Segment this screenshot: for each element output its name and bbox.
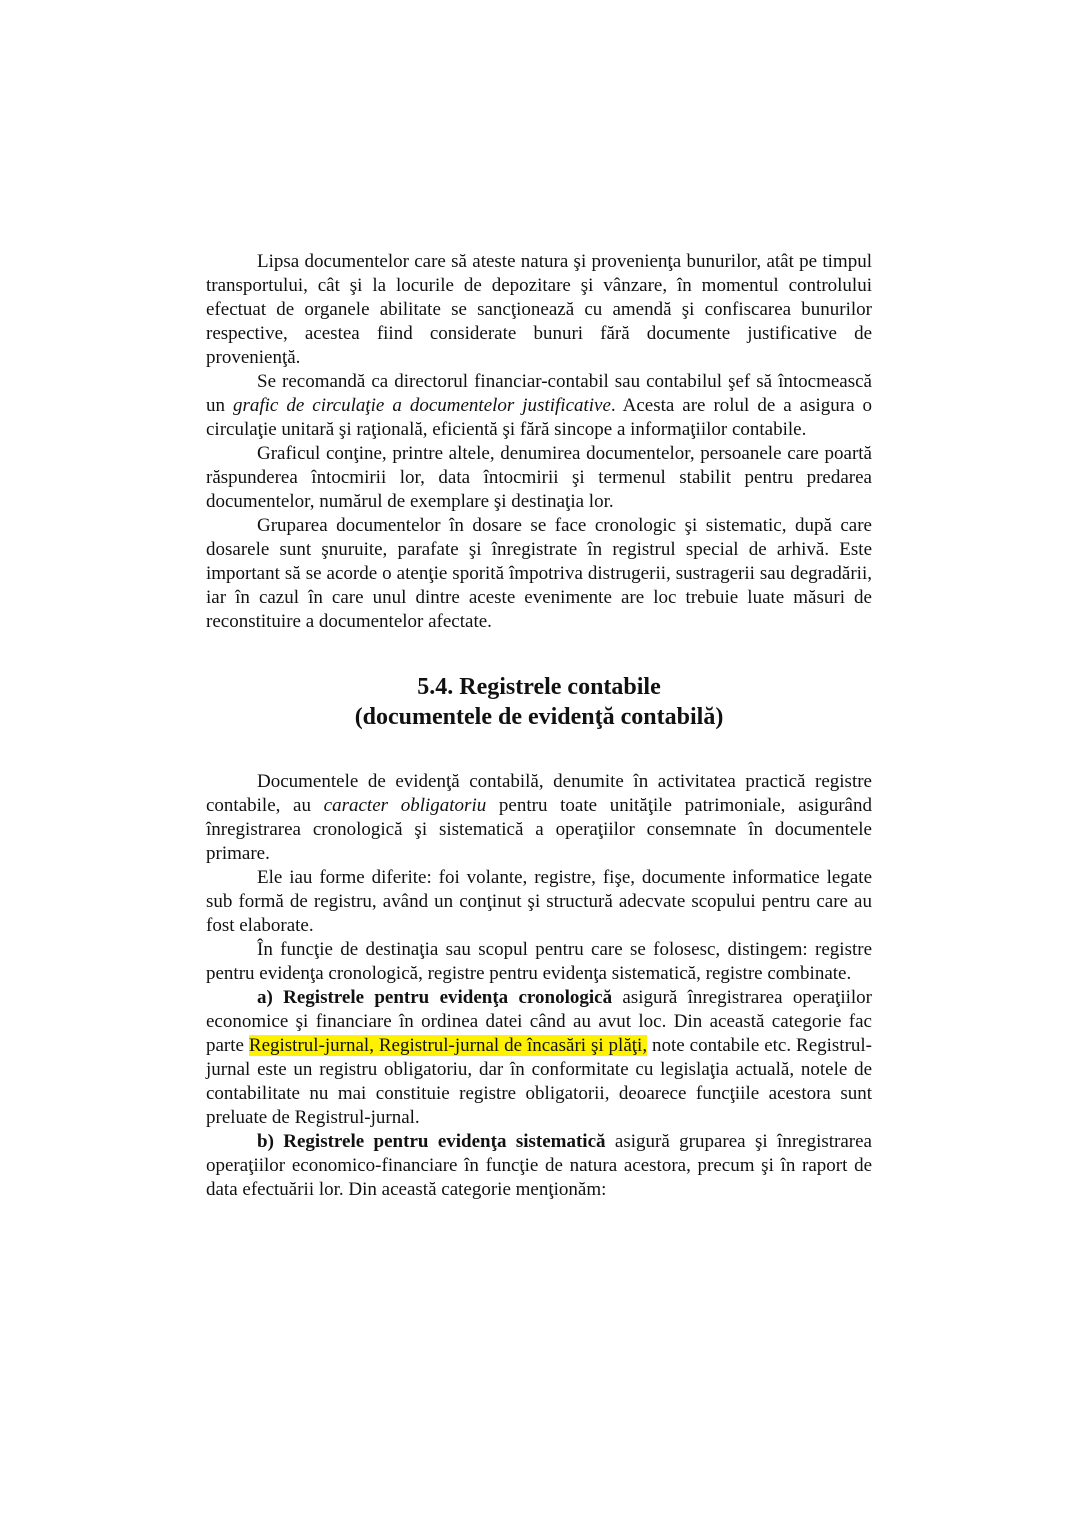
paragraph-grouping-documents <box>206 514 872 634</box>
paragraph-text: Se recomandă ca directorul financiar-contabil sau contabilul şef să întocmească un <box>206 371 872 416</box>
paragraph-text: pentru toate unităţile patrimoniale, asigurând înregistrarea cronologică şi sistematică a operaţiilor consemnate în documentele primare. <box>206 795 872 864</box>
emphasis-text: grafic de circulaţie a documentelor justificative <box>232 395 611 416</box>
paragraph-text: . Acesta are rolul de a asigura o circulaţie unitară şi raţională, eficientă şi fără sincope a informaţiilor contabile. <box>206 395 872 440</box>
paragraph-circulation-chart <box>206 370 872 442</box>
paragraph-destination <box>206 938 872 986</box>
paragraph-text: asigură gruparea şi înregistrarea operaţiilor economico-financiare în funcţie de natura acestora, precum şi în raport de data efectuării lor. Din această categorie menţionăm: <box>206 1131 872 1200</box>
paragraph-chart-contents <box>206 442 872 514</box>
paragraph-text: note contabile etc. Registrul-jurnal este un registru obligatoriu, dar în conformitate cu legislaţia actuală, notele de contabilitate nu mai constituie registre obligatorii, deoarece funcţiile acestora sunt preluate de Registrul-jurnal. <box>206 1035 873 1128</box>
paragraph-text: Ele iau forme diferite: foi volante, registre, fişe, documente informatice legate sub formă de registru, având un conţinut şi structură adecvate scopului pentru care au fost elaborate. <box>206 867 872 936</box>
document-page <box>206 250 872 1202</box>
paragraph-text: În funcţie de destinaţia sau scopul pentru care se folosesc, distingem: registre pentru evidenţa cronologică, registre pentru evidenţa sistematică, registre combinate. <box>206 939 872 984</box>
highlighted-text: Registrul-jurnal, Registrul-jurnal de încasări şi plăţi, <box>248 1035 648 1056</box>
paragraph-forms <box>206 866 872 938</box>
paragraph-text: Gruparea documentelor în dosare se face cronologic şi sistematic, după care dosarele sunt şnuruite, parafate şi înregistrate în registrul special de arhivă. Este important să se acorde o atenţie sporită împotriva distrugerii, sustragerii sau degradării, iar în cazul în care unul dintre aceste evenimente are loc trebuie luate măsuri de reconstituire a documentelor afectate. <box>206 515 872 632</box>
bold-term: b) Registrele pentru evidenţa sistematică <box>257 1131 606 1152</box>
paragraph-systematic-registers <box>206 1130 872 1202</box>
paragraph-text: Graficul conţine, printre altele, denumirea documentelor, persoanele care poartă răspunderea întocmirii lor, data întocmirii şi termenul stabilit pentru predarea documentelor, numărul de exemplare şi destinaţia lor. <box>206 443 872 512</box>
paragraph-chronological-registers <box>206 986 872 1130</box>
paragraph-text: Documentele de evidenţă contabilă, denumite în activitatea practică registre contabile, au <box>206 771 872 816</box>
paragraph-accounting-records <box>206 770 872 866</box>
section-heading <box>206 672 872 732</box>
bold-term: a) Registrele pentru evidenţa cronologică <box>257 987 613 1008</box>
paragraph-text: asigură înregistrarea operaţiilor economice şi financiare în ordinea datei când au avut loc. Din această categorie fac parte <box>206 987 873 1056</box>
heading-subtitle: (documentele de evidenţă contabilă) <box>354 704 724 730</box>
paragraph-missing-documents <box>206 250 872 370</box>
emphasis-text: caracter obligatoriu <box>323 795 487 816</box>
paragraph-text: Lipsa documentelor care să ateste natura şi provenienţa bunurilor, atât pe timpul transportului, cât şi la locurile de depozitare şi vânzare, în momentul controlului efectuat de organele abilitate se sancţionează cu amendă şi confiscarea bunurilor respective, acestea fiind considerate bunuri fără documente justificative de provenienţă. <box>206 251 872 368</box>
heading-title: 5.4. Registrele contabile <box>417 674 661 700</box>
